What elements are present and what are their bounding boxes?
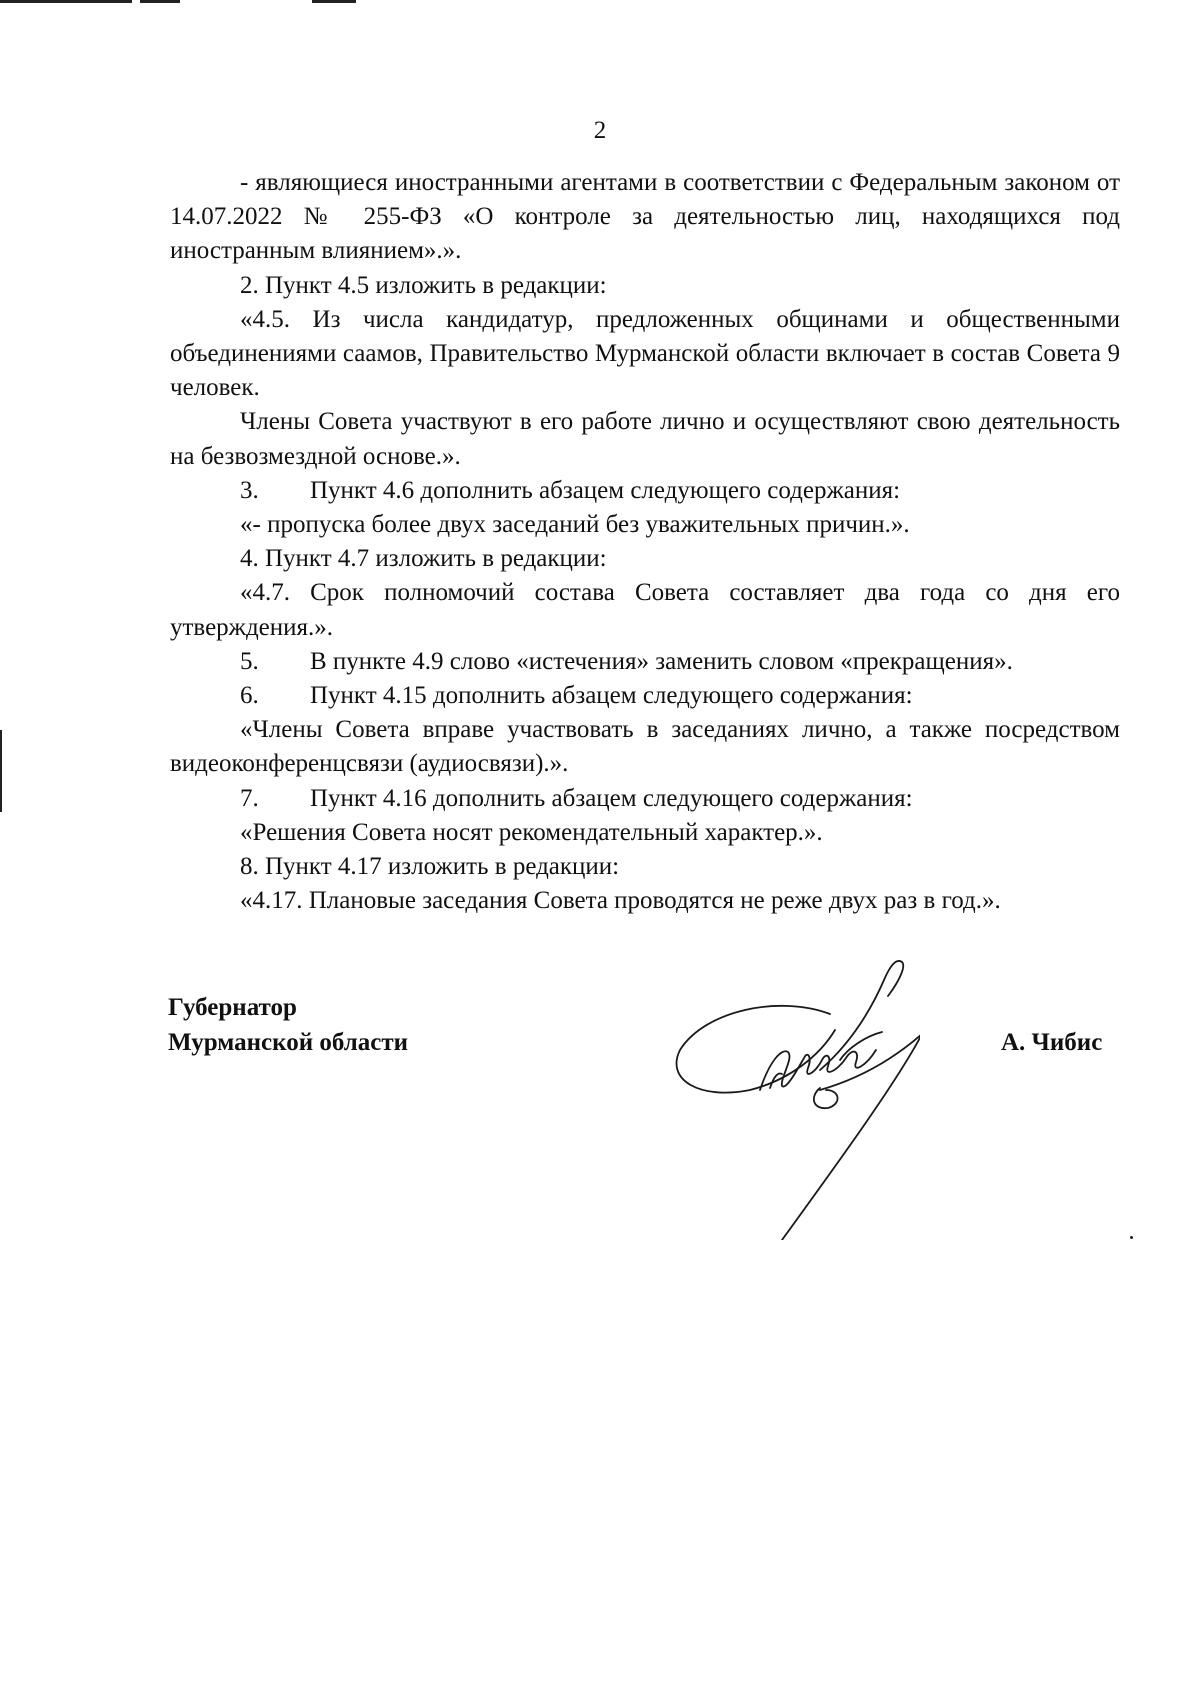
scan-mark-top-left xyxy=(0,0,132,3)
item-text: Пункт 4.6 дополнить абзацем следующего содержания: xyxy=(310,476,901,504)
document-body xyxy=(170,166,1120,918)
paragraph-videoconference: «Члены Совета вправе участвовать в заседаниях лично, а также посредством видеоконференцсвязи (аудиосвязи).». xyxy=(170,716,1120,778)
signatory-title-line1: Губернатор xyxy=(168,994,297,1021)
paragraph-4-5: «4.5. Из числа кандидатур, предложенных общинами и общественными объединениями саамов, Правительство Мурманской области включает в состав Совета 9 человек. xyxy=(170,305,1120,402)
paragraph-item-4: 4. Пункт 4.7 изложить в редакции: xyxy=(240,545,607,573)
signatory-title-line2: Мурманской области xyxy=(168,1029,409,1056)
scan-dot xyxy=(1130,1236,1133,1239)
paragraph-foreign-agents: - являющиеся иностранными агентами в соответствии с Федеральным законом от 14.07.2022 № 255-ФЗ «О контроле за деятельностью лиц, находящихся под иностранным влиянием».». xyxy=(170,169,1120,265)
item-text: Пункт 4.16 дополнить абзацем следующего содержания: xyxy=(310,784,913,812)
item-number: 5. xyxy=(240,647,259,675)
paragraph-4-7: «4.7. Срок полномочий состава Совета составляет два года со дня его утверждения.». xyxy=(170,579,1120,641)
scan-mark-left-edge xyxy=(0,730,2,812)
signatory-title xyxy=(168,990,408,1060)
scan-mark-top-left-2 xyxy=(140,0,180,3)
paragraph-item-6 xyxy=(170,679,1120,713)
item-number: 7. xyxy=(240,784,259,812)
item-text: В пункте 4.9 слово «истечения» заменить словом «прекращения». xyxy=(310,647,1013,675)
item-text: Пункт 4.15 дополнить абзацем следующего содержания: xyxy=(310,682,913,710)
item-number: 3. xyxy=(240,476,259,504)
signature-block xyxy=(0,990,1200,1250)
paragraph-recommendations: «Решения Совета носят рекомендательный характер.». xyxy=(240,818,823,846)
paragraph-item-7 xyxy=(170,782,1120,816)
handwritten-signature xyxy=(670,940,920,1240)
paragraph-item-3 xyxy=(170,474,1120,508)
paragraph-4-17: «4.17. Плановые заседания Совета проводятся не реже двух раз в год.». xyxy=(240,887,1001,915)
page-number: 2 xyxy=(593,117,607,144)
paragraph-absences: «- пропуска более двух заседаний без уважительных причин.». xyxy=(240,511,910,539)
paragraph-item-5 xyxy=(170,645,1120,679)
paragraph-item-2: 2. Пункт 4.5 изложить в редакции: xyxy=(240,271,607,299)
item-number: 6. xyxy=(240,682,259,710)
scan-mark-top-mid xyxy=(312,0,356,3)
paragraph-council-members: Члены Совета участвуют в его работе лично и осуществляют свою деятельность на безвозмездной основе.». xyxy=(170,408,1120,470)
paragraph-item-8: 8. Пункт 4.17 изложить в редакции: xyxy=(240,853,620,881)
signatory-name: А. Чибис xyxy=(1001,1029,1103,1056)
